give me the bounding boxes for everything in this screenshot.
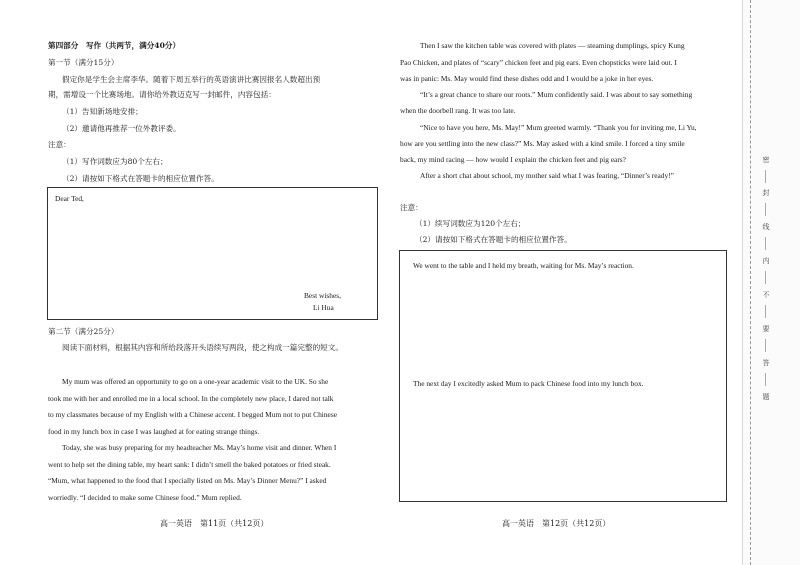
story-line: to my classmates because of my English with a Chinese accent. I begged Mum not to put Chinese [48,410,337,419]
letter-greeting: Dear Ted, [55,194,84,203]
section-title: 第四部分 写作（共两节，满分40分） [48,41,181,50]
note-line: （2）请按如下格式在答题卡的相应位置作答。 [62,174,219,183]
story-line: food in my lunch box in case I was laughed at for eating strange things. [48,427,260,436]
part2-heading: 第二节（满分25分） [48,327,119,336]
margin-char: 要 [762,325,770,333]
margin-dash [765,305,766,318]
margin-dash [765,170,766,183]
prompt-line: 假定你是学生会主席李华。随着下周五举行的英语演讲比赛因报名人数超出预 [62,75,321,84]
story-line: was in panic: Ms. May would find these dishes odd and I would be a joke in her eyes. [400,74,654,83]
story-line: “It’s a great chance to share our roots.” Mum confidently said. I was about to say something [420,90,693,99]
story-line: Today, she was busy preparing for my headteacher Ms. May’s home visit and dinner. When I [62,443,337,452]
right-page [395,0,740,565]
story-line: back, my mind racing — how would I explain the chicken feet and pig ears? [400,155,626,164]
prompt-line: 期，需增设一个比赛场地。请你给外教迈克写一封邮件，内容包括： [48,90,276,99]
para1-opening: We went to the table and I held my breath, waiting for Ms. May’s reaction. [413,261,634,270]
margin-dash [765,271,766,284]
left-page [0,0,395,565]
story-line: After a short chat about school, my mother said what I was fearing, “Dinner’s ready!” [420,171,674,180]
margin-dash [765,339,766,352]
binding-line [750,0,752,565]
story-line: went to help set the dining table, my heart sank: I didn’t smell the baked potatoes or fried steak. [48,460,331,469]
prompt-line: （2）邀请他再推荐一位外教评委。 [62,124,181,133]
story-line: My mum was offered an opportunity to go on a one-year academic visit to the UK. So she [62,377,329,386]
story-line: took me with her and enrolled me in a local school. In the completely new place, I dared not talk [48,394,334,403]
margin-char: 密 [762,156,770,164]
note-line: （1）写作词数应为80个左右； [62,157,168,166]
story-line: “Nice to have you here, Ms. May!” Mum greeted warmly. “Thank you for inviting me, Li Yu, [420,123,697,132]
part2-instruction: 阅读下面材料，根据其内容和所给段落开头语续写两段，使之构成一篇完整的短文。 [62,343,343,352]
continuation-answer-box [399,250,727,502]
story-line: Pao Chicken, and plates of “scary” chicken feet and pig ears. Even chopsticks were laid out. I [400,58,677,67]
margin-dash [765,237,766,250]
margin-char: 内 [762,257,770,265]
part1-heading: 第一节（满分15分） [48,58,119,67]
para2-opening: The next day I excitedly asked Mum to pack Chinese food into my lunch box. [413,379,644,388]
margin-char: 封 [762,189,770,197]
letter-answer-box [47,187,378,320]
margin-char: 题 [762,393,770,401]
note-label: 注意： [400,203,423,212]
story-line: “Mum, what happened to the food that I specially listed on Ms. May’s Dinner Menu?” I asked [48,476,327,485]
story-line: when the doorbell rang. It was too late. [400,106,516,115]
margin-dash [765,373,766,386]
margin-dash [765,203,766,216]
page-footer: 高一英语 第12页（共12页） [502,519,611,528]
margin-char: 答 [762,359,770,367]
story-line: worriedly. “I decided to make some Chinese food.” Mum replied. [48,493,242,502]
story-line: how are you settling into the new class?” Ms. May asked with a kind smile. I forced a tiny smile [400,139,685,148]
story-line: Then I saw the kitchen table was covered with plates — steaming dumplings, spicy Kung [420,41,685,50]
prompt-line: （1）告知新场地安排； [62,107,143,116]
note-label: 注意： [48,140,71,149]
margin-char: 线 [762,223,770,231]
note-line: （2）请按如下格式在答题卡的相应位置作答。 [415,235,572,244]
margin-char: 不 [762,291,770,299]
binding-margin [742,0,800,565]
note-line: （1）续写词数应为120个左右； [415,219,526,228]
page-footer: 高一英语 第11页（共12页） [160,519,269,528]
letter-closing: Best wishes, [304,291,341,300]
letter-signature: Li Hua [313,303,334,312]
